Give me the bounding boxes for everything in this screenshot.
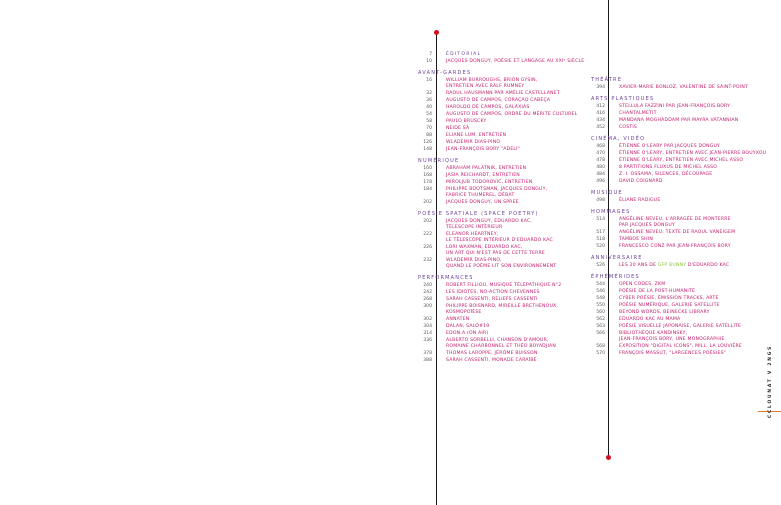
page-number: 202: [423, 200, 432, 205]
toc-entry[interactable]: [591, 230, 757, 236]
title-line: ANGÉLINE NEVEU, TEXTE DE RAOUL VANEIGEM: [619, 230, 736, 235]
toc-entry[interactable]: [418, 324, 604, 330]
toc-entry[interactable]: [591, 118, 757, 124]
title-line: ÉTIENNE O'LEARY PAR JACQUES DONGUY: [619, 144, 721, 149]
toc-entry[interactable]: [418, 78, 604, 90]
page-number: 568: [596, 344, 605, 349]
toc-entry[interactable]: [418, 245, 604, 257]
toc-entry[interactable]: [418, 200, 604, 206]
highlighted-title-part: GFP BUNNY: [657, 263, 687, 268]
page-number: 40: [426, 105, 432, 110]
page-number: 232: [423, 258, 432, 263]
toc-entry[interactable]: [418, 283, 604, 289]
page-number: 126: [423, 140, 432, 145]
page-number: 300: [423, 304, 432, 309]
page-number: 184: [423, 187, 432, 192]
entry-title: [446, 324, 604, 330]
title-line: KOSMOPOÏÈSE: [446, 310, 482, 315]
entry-title: [619, 331, 757, 343]
section-heading: THÉÂTRE: [591, 77, 623, 83]
title-line: POÉSIE DE LA POST-HUMANITÉ: [619, 289, 696, 294]
entry-title: [619, 111, 757, 117]
toc-entry[interactable]: [591, 151, 767, 157]
page-number: 514: [596, 217, 605, 222]
entry-title: [619, 118, 757, 124]
toc-entry[interactable]: [418, 91, 604, 97]
entry-title: [446, 59, 604, 65]
page-number: 58: [426, 119, 432, 124]
entry-title: [619, 310, 757, 316]
toc-entry[interactable]: [591, 310, 757, 316]
title-line: POÉSIE NUMÉRIQUE, GALERIE SATELLITE: [619, 303, 720, 308]
entry-title: [446, 91, 604, 97]
entry-title: [446, 290, 604, 296]
title-line: ABRAHAM PALATNIK, ENTRETIEN: [446, 166, 527, 171]
page-number: 570: [596, 351, 605, 356]
page-number: 160: [423, 166, 432, 171]
toc-entry[interactable]: [418, 290, 604, 296]
title-line: ÉDITORIAL: [446, 52, 482, 57]
toc-entry[interactable]: [591, 165, 757, 171]
entry-title: [619, 217, 757, 229]
toc-entry[interactable]: [418, 52, 604, 58]
title-line: EDON.A (ON AIR): [446, 331, 489, 336]
toc-entry[interactable]: [591, 144, 757, 150]
entry-title: [446, 219, 604, 231]
entry-title: [446, 112, 604, 118]
entry-title: [446, 258, 604, 270]
page-number: 16: [426, 78, 432, 83]
title-line: STELLULA FAZZINI PAR JEAN-FRANÇOIS BORY: [619, 104, 731, 109]
title-line: UN ART QUI N'EST PAS DE CETTE TERRE: [446, 251, 545, 256]
entry-title: [446, 52, 604, 58]
toc-entry[interactable]: [418, 166, 604, 172]
title-line: ÉTIENNE O'LEARY, ENTRETIEN AVEC JEAN-PIERRE BOUYXOU: [619, 151, 767, 156]
toc-entry[interactable]: [418, 173, 604, 179]
page-number: 526: [596, 263, 605, 268]
section-heading: CINÉMA, VIDÉO: [591, 136, 646, 142]
toc-entry[interactable]: [418, 232, 604, 244]
title-line: BEYOND WORDS, BEINECKE LIBRARY: [619, 310, 710, 315]
title-line: CHANTALMETIT: [619, 111, 657, 116]
title-line: POÉSIE VISUELLE JAPONAISE, GALERIE SATELLITE: [619, 324, 742, 329]
title-line: ROBERT FILLIOU, MUSIQUE TÉLÉPATHIQUE N°2: [446, 283, 562, 288]
page-number: 498: [596, 198, 605, 203]
title-line: EXPOSITION "DIGITAL ICONS", MILL, LA LOUVIÈRE: [619, 344, 742, 349]
title-line: OPEN CODES, ZKM: [619, 282, 666, 287]
toc-entry[interactable]: [418, 140, 604, 146]
page-number: 480: [596, 165, 605, 170]
title-line: JEAN-FRANÇOIS BORY, UNE MONOGRAPHIE: [619, 337, 725, 342]
toc-entry[interactable]: [591, 198, 757, 204]
entry-title: [619, 317, 757, 323]
title-line: PHILIPPE BOISNARD, MIREILLE BRETHENOUX,: [446, 304, 559, 309]
page-number: 412: [596, 104, 605, 109]
title-line: PAULO BRUSCKY: [446, 119, 487, 124]
page-number: 468: [596, 144, 605, 149]
page-number: 88: [426, 133, 432, 138]
title-line: TÉLESCOPE INTÉRIEUR: [446, 225, 503, 230]
title-line: BIBLIOTHÈQUE KANDINSKY,: [619, 331, 688, 336]
title-line: JACQUES DONGUY, EDUARDO KAC,: [446, 219, 533, 224]
title-line: JASIA REICHARDT, ENTRETIEN: [446, 173, 520, 178]
entry-title: [446, 147, 604, 153]
title-line: DAVID COIGNARD: [619, 179, 663, 184]
toc-entry[interactable]: [591, 104, 757, 110]
toc-entry[interactable]: [418, 331, 604, 337]
page-number: 178: [423, 180, 432, 185]
entry-title: [446, 283, 604, 289]
page-number: 518: [596, 237, 605, 242]
title-line: ÉTIENNE O'LEARY, ENTRETIEN AVEC MICHEL ASSO: [619, 158, 744, 163]
title-line: AUGUSTO DE CAMPOS, CORAÇÃO CABEÇA: [446, 98, 551, 103]
entry-title: [619, 324, 757, 330]
page-number: 222: [423, 232, 432, 237]
title-line: Z. I. OSSAMA, SILENCES, DÉCOUPAGE: [619, 172, 713, 177]
page-number: 520: [596, 244, 605, 249]
toc-entry[interactable]: [591, 125, 757, 131]
entry-title: [446, 187, 604, 199]
entry-title: [619, 158, 757, 164]
title-line: NEIDE SÁ: [446, 126, 470, 131]
title-part: D'EDUARDO KAC: [687, 263, 730, 268]
entry-title: [446, 351, 604, 357]
toc-entry[interactable]: [591, 237, 757, 243]
entry-title: [446, 297, 604, 303]
toc-entry[interactable]: [591, 244, 757, 250]
page-number: 148: [423, 147, 432, 152]
title-line: MIROLJUB TODOROVIĆ, ENTRETIEN: [446, 180, 533, 185]
entry-title: [619, 172, 757, 178]
right-divider-dot: [606, 455, 611, 460]
toc-entry[interactable]: [418, 187, 604, 199]
page-number: 388: [423, 358, 432, 363]
entry-title: [446, 331, 604, 337]
entry-title: [619, 303, 757, 309]
section-heading: ARTS PLASTIQUES: [591, 96, 655, 102]
page-number: 517: [596, 230, 605, 235]
entry-title: [446, 200, 604, 206]
title-line: ELEANOR HEARTNEY,: [446, 232, 499, 237]
page-number: 452: [596, 125, 605, 130]
toc-entry[interactable]: [591, 111, 757, 117]
entry-title: [446, 105, 604, 111]
toc-entry[interactable]: [591, 179, 757, 185]
title-line: EDUARDO KAC AU MAMA: [619, 317, 681, 322]
title-line: ÉLIANE RADIGUE: [619, 198, 661, 203]
toc-entry[interactable]: [591, 282, 757, 288]
toc-entry[interactable]: [418, 105, 604, 111]
page-number: 546: [596, 289, 605, 294]
title-line: WILLIAM BURROUGHS, BRION GYSIN,: [446, 78, 538, 83]
title-line: MANDANA MOGHADDAM PAR MAYRA VATANNIAN: [619, 118, 739, 123]
section-heading: AVANT-GARDES: [418, 70, 472, 76]
title-line: CYBER POÉSIE, ÉMISSION TRACKS, ARTE: [619, 296, 719, 301]
title-line: JACQUES DONGUY, UN SPREE: [446, 200, 519, 205]
entry-title: [619, 85, 757, 91]
page-number: 394: [596, 85, 605, 90]
entry-title: [619, 198, 757, 204]
entry-title: [446, 245, 604, 257]
toc-entry[interactable]: [591, 158, 757, 164]
page-number: 478: [596, 158, 605, 163]
title-line: ENTRETIEN AVEC RALF RUMNEY: [446, 84, 525, 89]
toc-entry[interactable]: [591, 85, 757, 91]
page-number: 10: [426, 59, 432, 64]
toc-entry[interactable]: [418, 180, 604, 186]
toc-entry[interactable]: [591, 217, 757, 229]
page-number: 202: [423, 219, 432, 224]
entry-title: [619, 151, 767, 157]
page-number: 32: [426, 91, 432, 96]
title-line: ELIANE LUM, ENTRETIEN: [446, 133, 507, 138]
toc-entry[interactable]: [591, 317, 757, 323]
entry-title: [446, 98, 604, 104]
page-number: 168: [423, 173, 432, 178]
title-line: JEAN-FRANÇOIS BORY "ADELI": [446, 147, 521, 152]
entry-title: [446, 126, 604, 132]
entry-title: [446, 304, 604, 316]
section-heading: PERFORMANCES: [418, 275, 474, 281]
title-line: 8 PARTITIONS FLUXUS DE MICHEL ASSO: [619, 165, 718, 170]
entry-title: [619, 125, 757, 131]
entry-title: [446, 358, 604, 364]
toc-entry[interactable]: [591, 324, 757, 330]
title-line: WLADEMIR DIAS-PINO: [446, 140, 501, 145]
entry-title: [446, 119, 604, 125]
title-line: DALAN, SALÓ#19: [446, 324, 490, 329]
section-heading: ÉPHÉMÉRIDES: [591, 274, 640, 280]
title-line: PAR JACQUES DONGUY: [619, 223, 675, 228]
title-line: RAOUL HAUSMANN PAR AMÉLIE CASTELLANET: [446, 91, 560, 96]
title-line: AUGUSTO DE CAMPOS, ORDRE DU MÉRITE CULTUREL: [446, 112, 578, 117]
entry-title: [619, 230, 757, 236]
entry-title: [446, 78, 604, 90]
section-heading: POÉSIE SPATIALE (SPACE POETRY): [418, 211, 539, 217]
page-number: 496: [596, 179, 605, 184]
entry-title: [619, 344, 757, 350]
section-heading: NUMÉRIQUE: [418, 158, 460, 164]
page-number: 226: [423, 245, 432, 250]
title-line: XAVIER-MARIE BONLOZ, VALENTINE DE SAINT-POINT: [619, 85, 748, 90]
page-number: 484: [596, 172, 605, 177]
toc-entry[interactable]: [418, 59, 604, 65]
toc-entry[interactable]: [418, 219, 604, 231]
entry-title: [446, 173, 604, 179]
entry-title: [446, 317, 604, 323]
page-number: 544: [596, 282, 605, 287]
entry-title: [619, 296, 757, 302]
title-line: TAMBOE SHIN: [619, 237, 653, 242]
toc-entry[interactable]: [418, 119, 604, 125]
title-line: SARAH CASSENTI, MONADE CARAÏBE: [446, 358, 537, 363]
page-number: 336: [423, 338, 432, 343]
entry-title: [619, 289, 757, 295]
page-number: 566: [596, 331, 605, 336]
toc-entry[interactable]: [591, 172, 757, 178]
section-heading: MUSIQUE: [591, 190, 623, 196]
entry-title: [446, 140, 604, 146]
entry-title: [619, 263, 757, 269]
toc-entry[interactable]: [418, 112, 604, 118]
page-number: 54: [426, 112, 432, 117]
page-number: 304: [423, 324, 432, 329]
page-number: 434: [596, 118, 605, 123]
entry-title: [619, 165, 757, 171]
page-number: 268: [423, 297, 432, 302]
toc-entry[interactable]: [591, 351, 757, 357]
page-number: 378: [423, 351, 432, 356]
page-number: 302: [423, 317, 432, 322]
toc-left-column: [418, 52, 604, 365]
toc-entry[interactable]: [418, 358, 604, 364]
title-line: SARAH CASSENTI, RELIEFS CASSENTI: [446, 297, 538, 302]
page-number: 240: [423, 283, 432, 288]
title-line: ANGÉLINE NEVEU, L'ARRAGÉE DE MONTERRE: [619, 217, 731, 222]
title-line: FRANÇOIS MASSUT, "LARGENCES POÉSIES": [619, 351, 726, 356]
title-line: LE TÉLESCOPE INTÉRIEUR D'EDUARDO KAC: [446, 238, 553, 243]
entry-title: [619, 244, 757, 250]
toc-entry[interactable]: [418, 133, 604, 139]
entry-title: [446, 180, 604, 186]
title-line: WLADEMIR DIAS-PINO,: [446, 258, 502, 263]
page-number: 562: [596, 317, 605, 322]
entry-title: [619, 179, 757, 185]
toc-entry[interactable]: [418, 297, 604, 303]
page-number: 242: [423, 290, 432, 295]
page-number: 548: [596, 296, 605, 301]
entry-title: [619, 237, 757, 243]
toc-entry[interactable]: [418, 147, 604, 153]
left-divider-dot: [434, 30, 439, 35]
toc-entry[interactable]: [418, 98, 604, 104]
toc-entry[interactable]: [591, 344, 757, 350]
title-line: FRANCESCO CONZ PAR JEAN-FRANÇOIS BORY: [619, 244, 731, 249]
toc-entry[interactable]: [591, 263, 757, 269]
page-number: 560: [596, 310, 605, 315]
entry-title: [619, 144, 757, 150]
toc-entry[interactable]: [591, 289, 757, 295]
title-line: ROMAINE CHARBONNEL ET THÉO BOYADJIAN: [446, 344, 557, 349]
title-line: QUAND LE POÈME LIT SON ENVIRONNEMENT: [446, 264, 557, 269]
entry-title: [446, 338, 604, 350]
toc-entry[interactable]: [418, 351, 604, 357]
entry-title: [446, 232, 604, 244]
entry-title: [619, 104, 757, 110]
entry-title: [619, 282, 757, 288]
side-label: CCLOUNAT V 2NGS: [768, 344, 773, 418]
title-line: FABRICE THUMEREL, DÉBAT: [446, 193, 515, 198]
section-heading: HOMMAGES: [591, 209, 631, 215]
toc-right-column: [591, 77, 767, 358]
toc-entry[interactable]: [418, 258, 604, 270]
page-number: 70: [426, 126, 432, 131]
page-number: 550: [596, 303, 605, 308]
page-number: 7: [429, 52, 432, 57]
title-line: ANNATEN: [446, 317, 470, 322]
title-line: JACQUES DONGUY, POÉSIE ET LANGAGE AU XXIᵉ SIÈCLE: [446, 59, 585, 64]
title-line: LORI WAXMAN, EDUARDO KAC,: [446, 245, 523, 250]
toc-entry[interactable]: [418, 126, 604, 132]
title-part: LES 20 ANS DE: [619, 263, 657, 268]
title-line: COSTIS: [619, 125, 638, 130]
toc-entry[interactable]: [418, 317, 604, 323]
page-number: 563: [596, 324, 605, 329]
page-number: 416: [596, 111, 605, 116]
toc-entry[interactable]: [418, 304, 604, 316]
page-number: 470: [596, 151, 605, 156]
toc-entry[interactable]: [591, 303, 757, 309]
section-heading: ANNIVERSAIRE: [591, 255, 643, 261]
title-line: HAROLDO DE CAMPOS, GALÁXIAS: [446, 105, 530, 110]
title-line: LES IDIOTES, NO-ACTION CHEVENNES: [446, 290, 540, 295]
entry-title: [446, 166, 604, 172]
page-number: 314: [423, 331, 432, 336]
page-number: 36: [426, 98, 432, 103]
toc-entry[interactable]: [418, 338, 604, 350]
entry-title: [619, 351, 757, 357]
entry-title: [446, 133, 604, 139]
title-line: THOMAS LAROPPE, JÉRÔME BUISSON: [446, 351, 538, 356]
toc-entry[interactable]: [591, 331, 757, 343]
title-line: PHILIPPE BOOTSMAN, JACQUES DONGUY,: [446, 187, 548, 192]
title-line: ALBERTO SORBELLI, CHANSON D'AMOUR,: [446, 338, 549, 343]
toc-entry[interactable]: [591, 296, 757, 302]
